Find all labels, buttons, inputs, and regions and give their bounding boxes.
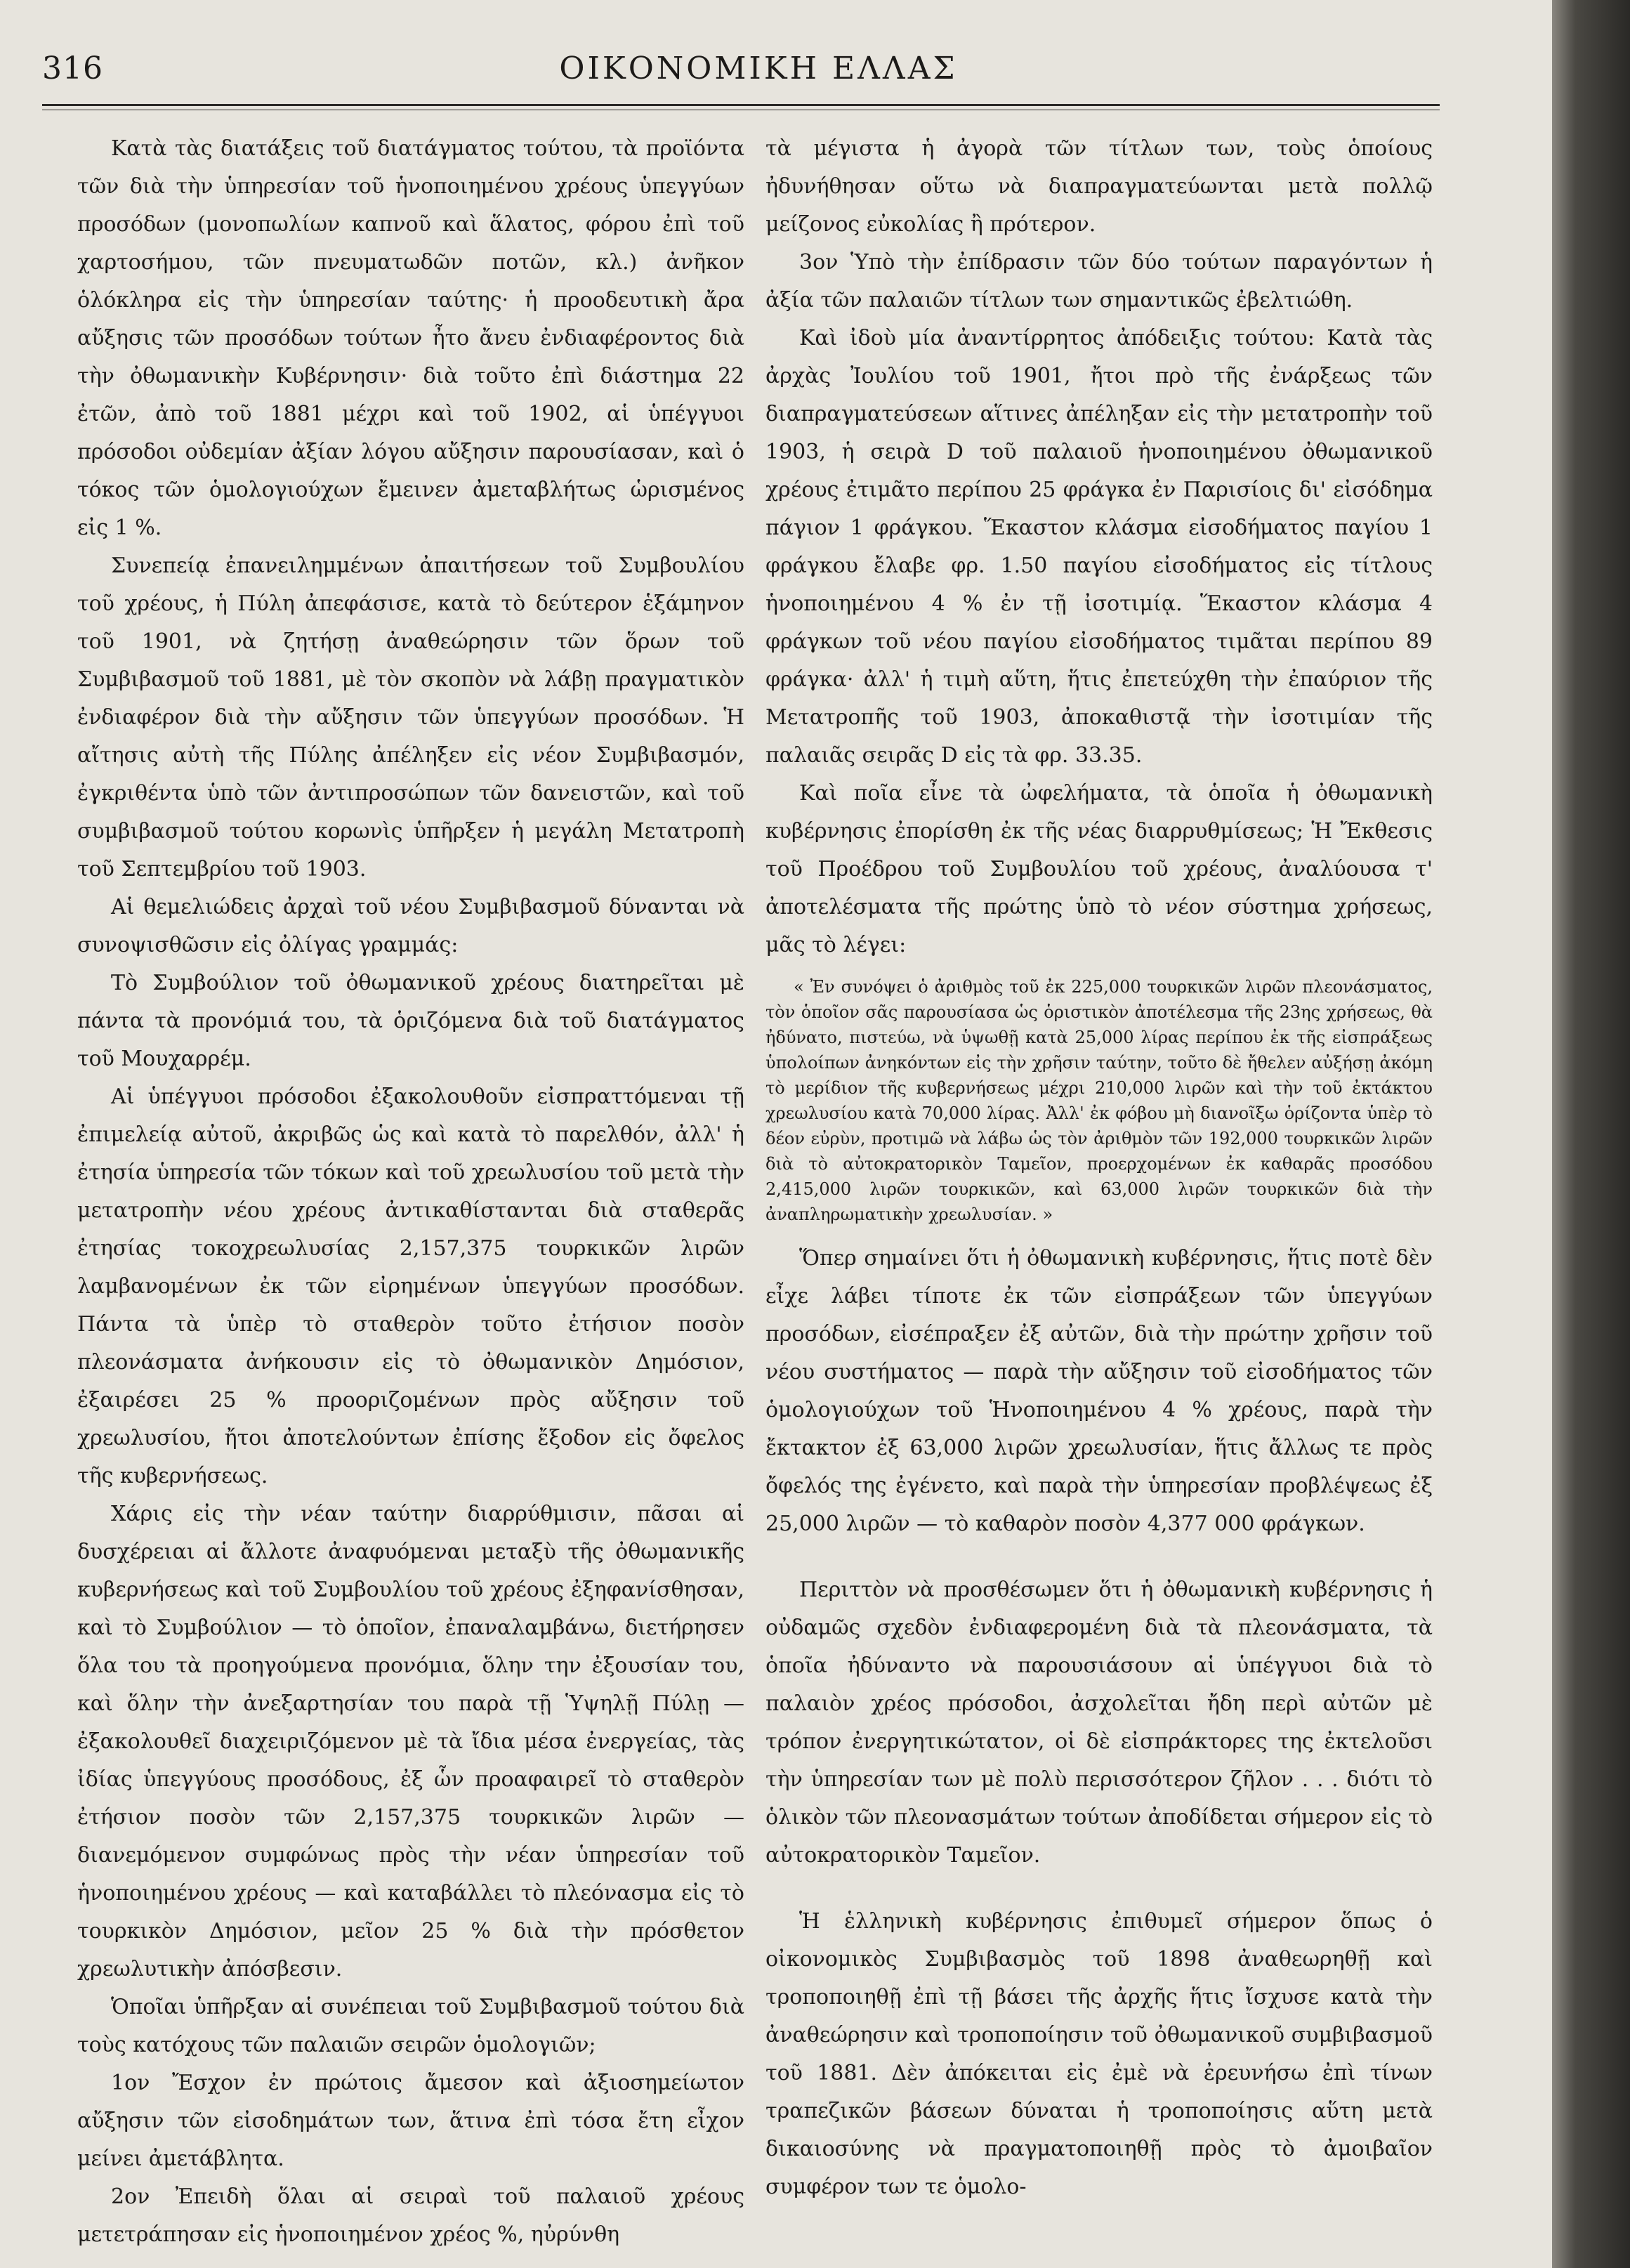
left-column — [77, 130, 744, 2254]
paragraph: Κατὰ τὰς διατάξεις τοῦ διατάγματος τούτου, τὰ προϊόντα τῶν διὰ τὴν ὑπηρεσίαν τοῦ ἡνοποιημένου χρέους ὑπεγγύων προσόδων (μονοπωλίων καπνοῦ καὶ ἅλατος, φόρου ἐπὶ τοῦ χαρτοσήμου, τῶν πνευματωδῶν ποτῶν, κλ.) ἀνῆκον ὁλόκληρα εἰς τὴν ὑπηρεσίαν ταύτης· ἡ προοδευτικὴ ἄρα αὔξησις τῶν προσόδων τούτων ἦτο ἄνευ ἐνδιαφέροντος διὰ τὴν ὀθωμανικὴν Κυβέρνησιν· διὰ τοῦτο ἐπὶ διάστημα 22 ἐτῶν, ἀπὸ τοῦ 1881 μέχρι καὶ τοῦ 1902, αἱ ὑπέγγυοι πρόσοδοι οὐδεμίαν ἀξίαν λόγου αὔξησιν παρουσίασαν, καὶ ὁ τόκος τῶν ὁμολογιούχων ἔμεινεν ἀμεταβλήτως ὡρισμένος εἰς 1 %. — [77, 136, 744, 540]
header-rule — [42, 104, 1440, 106]
paragraph: Αἱ θεμελιώδεις ἀρχαὶ τοῦ νέου Συμβιβασμοῦ δύνανται νὰ συνοψισθῶσιν εἰς ὀλίγας γραμμάς: — [77, 895, 744, 957]
paragraph: τὰ μέγιστα ἡ ἀγορὰ τῶν τίτλων των, τοὺς ὁποίους ἠδυνήθησαν οὕτω νὰ διαπραγματεύωνται μετὰ πολλῷ μείζονος εὐκολίας ἢ πρότερον. — [765, 136, 1433, 237]
running-header — [42, 42, 1475, 98]
running-title: ΟΙΚΟΝΟΜΙΚΗ ΕΛΛΑΣ — [559, 51, 958, 86]
report-quotation: « Ἐν συνόψει ὁ ἀριθμὸς τοῦ ἐκ 225,000 τουρκικῶν λιρῶν πλεονάσματος, τὸν ὁποῖον σᾶς παρουσίασα ὡς ὁριστικὸν ἀποτέλεσμα τῆς 23ης χρήσεως, θὰ ἠδύνατο, πιστεύω, νὰ ὑψωθῇ κατὰ 25,000 λίρας περίπου ἐκ τῆς εἰσπράξεως ὑπολοίπων ἀνηκόντων εἰς τὴν χρῆσιν ταύτην, τοῦτο δὲ ἤθελεν αὐξήσῃ ἀκόμη τὸ μερίδιον τῆς κυβερνήσεως μέχρι 210,000 λιρῶν καὶ τὴν τοῦ ἐκτάκτου χρεωλυσίου κατὰ 70,000 λίρας. Ἀλλ' ἐκ φόβου μὴ διανοῖξω ὁρίζοντα ὑπὲρ τὸ δέον εὐρὺν, προτιμῶ νὰ λάβω ὡς τὸν ἀριθμὸν τῶν 192,000 τουρκικῶν λιρῶν διὰ τὸ αὐτοκρατορικὸν Ταμεῖον, προερχομένων ἐκ καθαρᾶς προσόδου 2,415,000 λιρῶν τουρκικῶν, καὶ 63,000 λιρῶν τουρκικῶν διὰ τὴν ἀναπληρωματικὴν χρεωλυσίαν. » — [765, 977, 1433, 1224]
paragraph: Τὸ Συμβούλιον τοῦ ὀθωμανικοῦ χρέους διατηρεῖται μὲ πάντα τὰ προνόμιά του, τὰ ὁριζόμενα διὰ τοῦ διατάγματος τοῦ Μουχαρρέμ. — [77, 971, 744, 1071]
paragraph: Χάρις εἰς τὴν νέαν ταύτην διαρρύθμισιν, πᾶσαι αἱ δυσχέρειαι αἱ ἄλλοτε ἀναφυόμεναι μεταξὺ τῆς ὀθωμανικῆς κυβερνήσεως καὶ τοῦ Συμβουλίου τοῦ χρέους ἐξηφανίσθησαν, καὶ τὸ Συμβούλιον — τὸ ὁποῖον, ἐπαναλαμβάνω, διετήρησεν ὅλα του τὰ προηγούμενα προνόμια, ὅλην την ἐξουσίαν του, καὶ ὅλην τὴν ἀνεξαρτησίαν του παρὰ τῇ Ὑψηλῇ Πύλῃ — ἐξακολουθεῖ διαχειριζόμενον μὲ τὰ ἴδια μέσα ἐνεργείας, τὰς ἰδίας ὑπεγγύους προσόδους, ἐξ ὧν προαφαιρεῖ τὸ σταθερὸν ἐτήσιον ποσὸν τῶν 2,157,375 τουρκικῶν λιρῶν — διανεμόμενον συμφώνως πρὸς τὴν νέαν ὑπηρεσίαν τοῦ ἡνοποιημένου χρέους — καὶ καταβάλλει τὸ πλεόνασμα εἰς τὸ τουρκικὸν Δημόσιον, μεῖον 25 % διὰ τὴν πρόσθετον χρεωλυτικὴν ἀπόσβεσιν. — [77, 1502, 744, 1981]
paragraph: Ἡ ἑλληνικὴ κυβέρνησις ἐπιθυμεῖ σήμερον ὅπως ὁ οἰκονομικὸς Συμβιβασμὸς τοῦ 1898 ἀναθεωρηθῇ καὶ τροποποιηθῇ ἐπὶ τῇ βάσει τῆς ἀρχῆς ἥτις ἴσχυσε κατὰ τὴν ἀναθεώρησιν καὶ τροποποίησιν τοῦ ὀθωμανικοῦ συμβιβασμοῦ τοῦ 1881. Δὲν ἀπόκειται εἰς ἐμὲ νὰ ἐρευνήσω ἐπὶ τίνων τραπεζικῶν βάσεων δύναται ἡ τροποποίησις αὕτη μετὰ δικαιοσύνης νὰ πραγματοποιηθῇ πρὸς τὸ ἀμοιβαῖον συμφέρον των τε ὁμολο- — [765, 1909, 1433, 2199]
paragraph: Περιττὸν νὰ προσθέσωμεν ὅτι ἡ ὀθωμανικὴ κυβέρνησις ἡ οὐδαμῶς σχεδὸν ἐνδιαφερομένη διὰ τὰ πλεονάσματα, τὰ ὁποῖα ἠδύναντο νὰ παρουσιάσουν αἱ ὑπέγγυοι διὰ τὸ παλαιὸν χρέος πρόσοδοι, ἀσχολεῖται ἤδη περὶ αὐτῶν μὲ τρόπον ἐνεργητικώτατον, οἱ δὲ εἰσπράκτορες της ἐκτελοῦσι τὴν ὑπηρεσίαν των μὲ πολὺ περισσότερον ζῆλον . . . διότι τὸ ὁλικὸν τῶν πλεονασμάτων τούτων ἀποδίδεται σήμερον εἰς τὸ αὐτοκρατορικὸν Ταμεῖον. — [765, 1578, 1433, 1868]
book-gutter-shadow — [1552, 0, 1630, 2268]
paragraph: 1ον Ἔσχον ἐν πρώτοις ἄμεσον καὶ ἀξιοσημείωτον αὔξησιν τῶν εἰσοδημάτων των, ἅτινα ἐπὶ τόσα ἔτη εἶχον μείνει ἀμετάβλητα. — [77, 2071, 744, 2171]
paragraph: 2ον Ἐπειδὴ ὅλαι αἱ σειραὶ τοῦ παλαιοῦ χρέους μετετράπησαν εἰς ἡνοποιημένον χρέος %, ηὐρύνθη — [77, 2184, 744, 2247]
paragraph: Ὅπερ σημαίνει ὅτι ἡ ὀθωμανικὴ κυβέρνησις, ἥτις ποτὲ δὲν εἶχε λάβει τίποτε ἐκ τῶν εἰσπράξεων τῶν ὑπεγγύων προσόδων, εἰσέπραξεν ἐξ αὐτῶν, διὰ τὴν πρώτην χρῆσιν τοῦ νέου συστήματος — παρὰ τὴν αὔξησιν τοῦ εἰσοδήματος τῶν ὁμολογιούχων τοῦ Ἡνοποιημένου 4 % χρέους, παρὰ τὴν ἔκτακτον ἐξ 63,000 λιρῶν χρεωλυσίαν, ἥτις ἄλλως τε πρὸς ὄφελός της ἐγένετο, καὶ παρὰ τὴν ὑπηρεσίαν προβλέψεως ἐξ 25,000 λιρῶν — τὸ καθαρὸν ποσὸν 4,377 000 φράγκων. — [765, 1246, 1433, 1536]
paragraph: Αἱ ὑπέγγυοι πρόσοδοι ἐξακολουθοῦν εἰσπραττόμεναι τῇ ἐπιμελείᾳ αὐτοῦ, ἀκριβῶς ὡς καὶ κατὰ τὸ παρελθόν, ἀλλ' ἡ ἐτησία ὑπηρεσία τῶν τόκων καὶ τοῦ χρεωλυσίου τοῦ μετὰ τὴν μετατροπὴν νέου χρέους ἀντικαθίστανται διὰ σταθερᾶς ἐτησίας τοκοχρεωλυσίας 2,157,375 τουρκικῶν λιρῶν λαμβανομένων ἐκ τῶν εἰρημένων ὑπεγγύων προσόδων. Πάντα τὰ ὑπὲρ τὸ σταθερὸν τοῦτο ἐτήσιον ποσὸν πλεονάσματα ἀνήκουσιν εἰς τὸ ὀθωμανικὸν Δημόσιον, ἐξαιρέσει 25 % προοριζομένων πρὸς αὔξησιν τοῦ χρεωλυσίου, ἤτοι ἀποτελούντων ἐπίσης ἔξοδον εἰς ὄφελος τῆς κυβερνήσεως. — [77, 1084, 744, 1488]
paragraph: Συνεπείᾳ ἐπανειλημμένων ἀπαιτήσεων τοῦ Συμβουλίου τοῦ χρέους, ἡ Πύλη ἀπεφάσισε, κατὰ τὸ δεύτερον ἑξάμηνον τοῦ 1901, νὰ ζητήσῃ ἀναθεώρησιν τῶν ὅρων τοῦ Συμβιβασμοῦ τοῦ 1881, μὲ τὸν σκοπὸν νὰ λάβῃ πραγματικὸν ἐνδιαφέρον διὰ τὴν αὔξησιν τῶν ὑπεγγύων προσόδων. Ἡ αἴτησις αὐτὴ τῆς Πύλης ἀπέληξεν εἰς νέον Συμβιβασμόν, ἐγκριθέντα ὑπὸ τῶν ἀντιπροσώπων τῶν δανειστῶν, καὶ τοῦ συμβιβασμοῦ τούτου κορωνὶς ὑπῆρξεν ἡ μεγάλη Μετατροπὴ τοῦ Σεπτεμβρίου τοῦ 1903. — [77, 553, 744, 881]
paragraph: Καὶ ἰδοὺ μία ἀναντίρρητος ἀπόδειξις τούτου: Κατὰ τὰς ἀρχὰς Ἰουλίου τοῦ 1901, ἤτοι πρὸ τῆς ἐνάρξεως τῶν διαπραγματεύσεων αἵτινες ἀπέληξαν εἰς τὴν μετατροπὴν τοῦ 1903, ἡ σειρὰ D τοῦ παλαιοῦ ἡνοποιημένου ὀθωμανικοῦ χρέους ἐτιμᾶτο περίπου 25 φράγκα ἐν Παρισίοις δι' εἰσόδημα πάγιον 1 φράγκου. Ἕκαστον κλάσμα εἰσοδήματος παγίου 1 φράγκου ἔλαβε φρ. 1.50 παγίου εἰσοδήματος εἰς τίτλους ἡνοποιημένου 4 % ἐν τῇ ἰσοτιμίᾳ. Ἕκαστον κλάσμα 4 φράγκων τοῦ νέου παγίου εἰσοδήματος τιμᾶται περίπου 89 φράγκα· ἀλλ' ἡ τιμὴ αὕτη, ἥτις ἐπετεύχθη τὴν ἐπαύριον τῆς Μετατροπῆς τοῦ 1903, ἀποκαθιστᾷ τὴν ἰσοτιμίαν τῆς παλαιᾶς σειρᾶς D εἰς τὰ φρ. 33.35. — [765, 326, 1433, 768]
paragraph: Ὁποῖαι ὑπῆρξαν αἱ συνέπειαι τοῦ Συμβιβασμοῦ τούτου διὰ τοὺς κατόχους τῶν παλαιῶν σειρῶν ὁμολογιῶν; — [77, 1995, 744, 2057]
right-column — [765, 130, 1433, 2206]
page-number: 316 — [42, 51, 103, 86]
paragraph: Καὶ ποῖα εἶνε τὰ ὠφελήματα, τὰ ὁποῖα ἡ ὀθωμανικὴ κυβέρνησις ἐπορίσθη ἐκ τῆς νέας διαρρυθμίσεως; Ἡ Ἔκθεσις τοῦ Προέδρου τοῦ Συμβουλίου τοῦ χρέους, ἀναλύουσα τ' ἀποτελέσματα τῆς πρώτης ὑπὸ τὸ νέον σύστημα χρήσεως, μᾶς τὸ λέγει: — [765, 781, 1433, 957]
paragraph: 3ον Ὑπὸ τὴν ἐπίδρασιν τῶν δύο τούτων παραγόντων ἡ ἀξία τῶν παλαιῶν τίτλων των σημαντικῶς ἐβελτιώθη. — [765, 250, 1433, 313]
